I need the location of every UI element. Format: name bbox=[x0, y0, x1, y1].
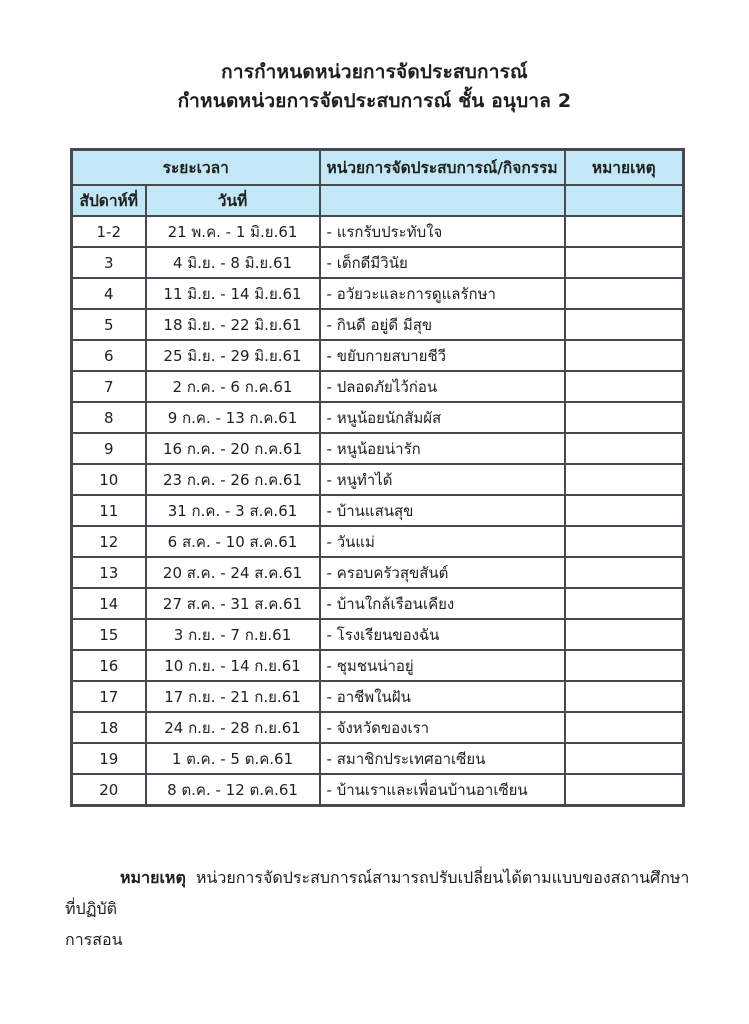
activity-cell: - ชุมชนน่าอยู่ bbox=[320, 650, 565, 681]
date-cell: 11 มิ.ย. - 14 มิ.ย.61 bbox=[146, 278, 320, 309]
week-cell: 11 bbox=[72, 495, 146, 526]
remark-cell bbox=[565, 495, 684, 526]
table-row bbox=[72, 743, 684, 774]
activity-cell: - บ้านแสนสุข bbox=[320, 495, 565, 526]
remark-cell bbox=[565, 433, 684, 464]
date-cell: 3 ก.ย. - 7 ก.ย.61 bbox=[146, 619, 320, 650]
table-row bbox=[72, 526, 684, 557]
remark-cell bbox=[565, 712, 684, 743]
remark-cell bbox=[565, 557, 684, 588]
week-cell: 6 bbox=[72, 340, 146, 371]
remark-cell bbox=[565, 309, 684, 340]
table-row bbox=[72, 495, 684, 526]
remark-cell bbox=[565, 619, 684, 650]
table-row bbox=[72, 433, 684, 464]
footnote-line-1 bbox=[65, 862, 690, 924]
week-cell: 10 bbox=[72, 464, 146, 495]
week-cell: 1-2 bbox=[72, 216, 146, 247]
activity-cell: - กินดี อยู่ดี มีสุข bbox=[320, 309, 565, 340]
footnote bbox=[65, 862, 690, 955]
week-cell: 7 bbox=[72, 371, 146, 402]
table-row bbox=[72, 278, 684, 309]
table-row bbox=[72, 464, 684, 495]
remark-cell bbox=[565, 681, 684, 712]
date-cell: 23 ก.ค. - 26 ก.ค.61 bbox=[146, 464, 320, 495]
week-cell: 20 bbox=[72, 774, 146, 806]
footnote-label: หมายเหตุ bbox=[120, 868, 186, 887]
week-cell: 17 bbox=[72, 681, 146, 712]
week-cell: 13 bbox=[72, 557, 146, 588]
remark-cell bbox=[565, 743, 684, 774]
header-row-1 bbox=[72, 150, 684, 186]
experience-unit-schedule-table bbox=[70, 148, 685, 807]
week-cell: 14 bbox=[72, 588, 146, 619]
table-row bbox=[72, 650, 684, 681]
week-cell: 5 bbox=[72, 309, 146, 340]
date-cell: 1 ต.ค. - 5 ต.ค.61 bbox=[146, 743, 320, 774]
week-cell: 15 bbox=[72, 619, 146, 650]
page-title bbox=[0, 58, 749, 116]
table-row bbox=[72, 340, 684, 371]
title-line-2: กำหนดหน่วยการจัดประสบการณ์ ชั้น อนุบาล 2 bbox=[177, 90, 572, 112]
activity-cell: - บ้านใกล้เรือนเคียง bbox=[320, 588, 565, 619]
activity-cell: - เด็กดีมีวินัย bbox=[320, 247, 565, 278]
date-cell: 10 ก.ย. - 14 ก.ย.61 bbox=[146, 650, 320, 681]
activity-cell: - แรกรับประทับใจ bbox=[320, 216, 565, 247]
table-row bbox=[72, 681, 684, 712]
date-cell: 2 ก.ค. - 6 ก.ค.61 bbox=[146, 371, 320, 402]
activity-cell: - ปลอดภัยไว้ก่อน bbox=[320, 371, 565, 402]
date-cell: 4 มิ.ย. - 8 มิ.ย.61 bbox=[146, 247, 320, 278]
date-cell: 16 ก.ค. - 20 ก.ค.61 bbox=[146, 433, 320, 464]
activity-cell: - หนูน้อยน่ารัก bbox=[320, 433, 565, 464]
table-row bbox=[72, 774, 684, 806]
remark-cell bbox=[565, 340, 684, 371]
activity-cell: - บ้านเราและเพื่อนบ้านอาเซียน bbox=[320, 774, 565, 806]
week-cell: 3 bbox=[72, 247, 146, 278]
remark-cell bbox=[565, 278, 684, 309]
header-unit-activity: หน่วยการจัดประสบการณ์/กิจกรรม bbox=[320, 150, 565, 186]
date-cell: 18 มิ.ย. - 22 มิ.ย.61 bbox=[146, 309, 320, 340]
date-cell: 27 ส.ค. - 31 ส.ค.61 bbox=[146, 588, 320, 619]
date-cell: 20 ส.ค. - 24 ส.ค.61 bbox=[146, 557, 320, 588]
header-row-2 bbox=[72, 185, 684, 216]
week-cell: 12 bbox=[72, 526, 146, 557]
activity-cell: - สมาชิกประเทศอาเซียน bbox=[320, 743, 565, 774]
remark-cell bbox=[565, 402, 684, 433]
footnote-text: หน่วยการจัดประสบการณ์สามารถปรับเปลี่ยนได้ตามแบบของสถานศึกษาที่ปฏิบัติ bbox=[65, 868, 690, 918]
activity-cell: - อวัยวะและการดูแลรักษา bbox=[320, 278, 565, 309]
activity-cell: - โรงเรียนของฉัน bbox=[320, 619, 565, 650]
date-cell: 6 ส.ค. - 10 ส.ค.61 bbox=[146, 526, 320, 557]
activity-cell: - หนูน้อยนักสัมผัส bbox=[320, 402, 565, 433]
table-row bbox=[72, 216, 684, 247]
header-remark-spacer bbox=[565, 185, 684, 216]
table-row bbox=[72, 402, 684, 433]
activity-cell: - ครอบครัวสุขสันต์ bbox=[320, 557, 565, 588]
activity-cell: - ขยับกายสบายชีวี bbox=[320, 340, 565, 371]
footnote-line-2: การสอน bbox=[65, 930, 123, 949]
remark-cell bbox=[565, 650, 684, 681]
table-row bbox=[72, 712, 684, 743]
table-header bbox=[72, 150, 684, 217]
date-cell: 25 มิ.ย. - 29 มิ.ย.61 bbox=[146, 340, 320, 371]
table-row bbox=[72, 557, 684, 588]
remark-cell bbox=[565, 774, 684, 806]
remark-cell bbox=[565, 464, 684, 495]
date-cell: 8 ต.ค. - 12 ต.ค.61 bbox=[146, 774, 320, 806]
remark-cell bbox=[565, 588, 684, 619]
title-line-1: การกำหนดหน่วยการจัดประสบการณ์ bbox=[221, 61, 528, 83]
date-cell: 9 ก.ค. - 13 ก.ค.61 bbox=[146, 402, 320, 433]
header-unit-activity-spacer bbox=[320, 185, 565, 216]
remark-cell bbox=[565, 216, 684, 247]
activity-cell: - จังหวัดของเรา bbox=[320, 712, 565, 743]
schedule-table-body bbox=[72, 216, 684, 806]
table-row bbox=[72, 371, 684, 402]
date-cell: 31 ก.ค. - 3 ส.ค.61 bbox=[146, 495, 320, 526]
activity-cell: - หนูทำได้ bbox=[320, 464, 565, 495]
table-row bbox=[72, 619, 684, 650]
activity-cell: - อาชีพในฝัน bbox=[320, 681, 565, 712]
header-date: วันที่ bbox=[146, 185, 320, 216]
remark-cell bbox=[565, 526, 684, 557]
remark-cell bbox=[565, 371, 684, 402]
header-remark: หมายเหตุ bbox=[565, 150, 684, 186]
week-cell: 19 bbox=[72, 743, 146, 774]
activity-cell: - วันแม่ bbox=[320, 526, 565, 557]
date-cell: 24 ก.ย. - 28 ก.ย.61 bbox=[146, 712, 320, 743]
week-cell: 4 bbox=[72, 278, 146, 309]
table-row bbox=[72, 588, 684, 619]
header-duration: ระยะเวลา bbox=[72, 150, 320, 186]
remark-cell bbox=[565, 247, 684, 278]
week-cell: 16 bbox=[72, 650, 146, 681]
week-cell: 18 bbox=[72, 712, 146, 743]
header-week: สัปดาห์ที่ bbox=[72, 185, 146, 216]
date-cell: 17 ก.ย. - 21 ก.ย.61 bbox=[146, 681, 320, 712]
table-row bbox=[72, 309, 684, 340]
table-row bbox=[72, 247, 684, 278]
week-cell: 8 bbox=[72, 402, 146, 433]
week-cell: 9 bbox=[72, 433, 146, 464]
date-cell: 21 พ.ค. - 1 มิ.ย.61 bbox=[146, 216, 320, 247]
